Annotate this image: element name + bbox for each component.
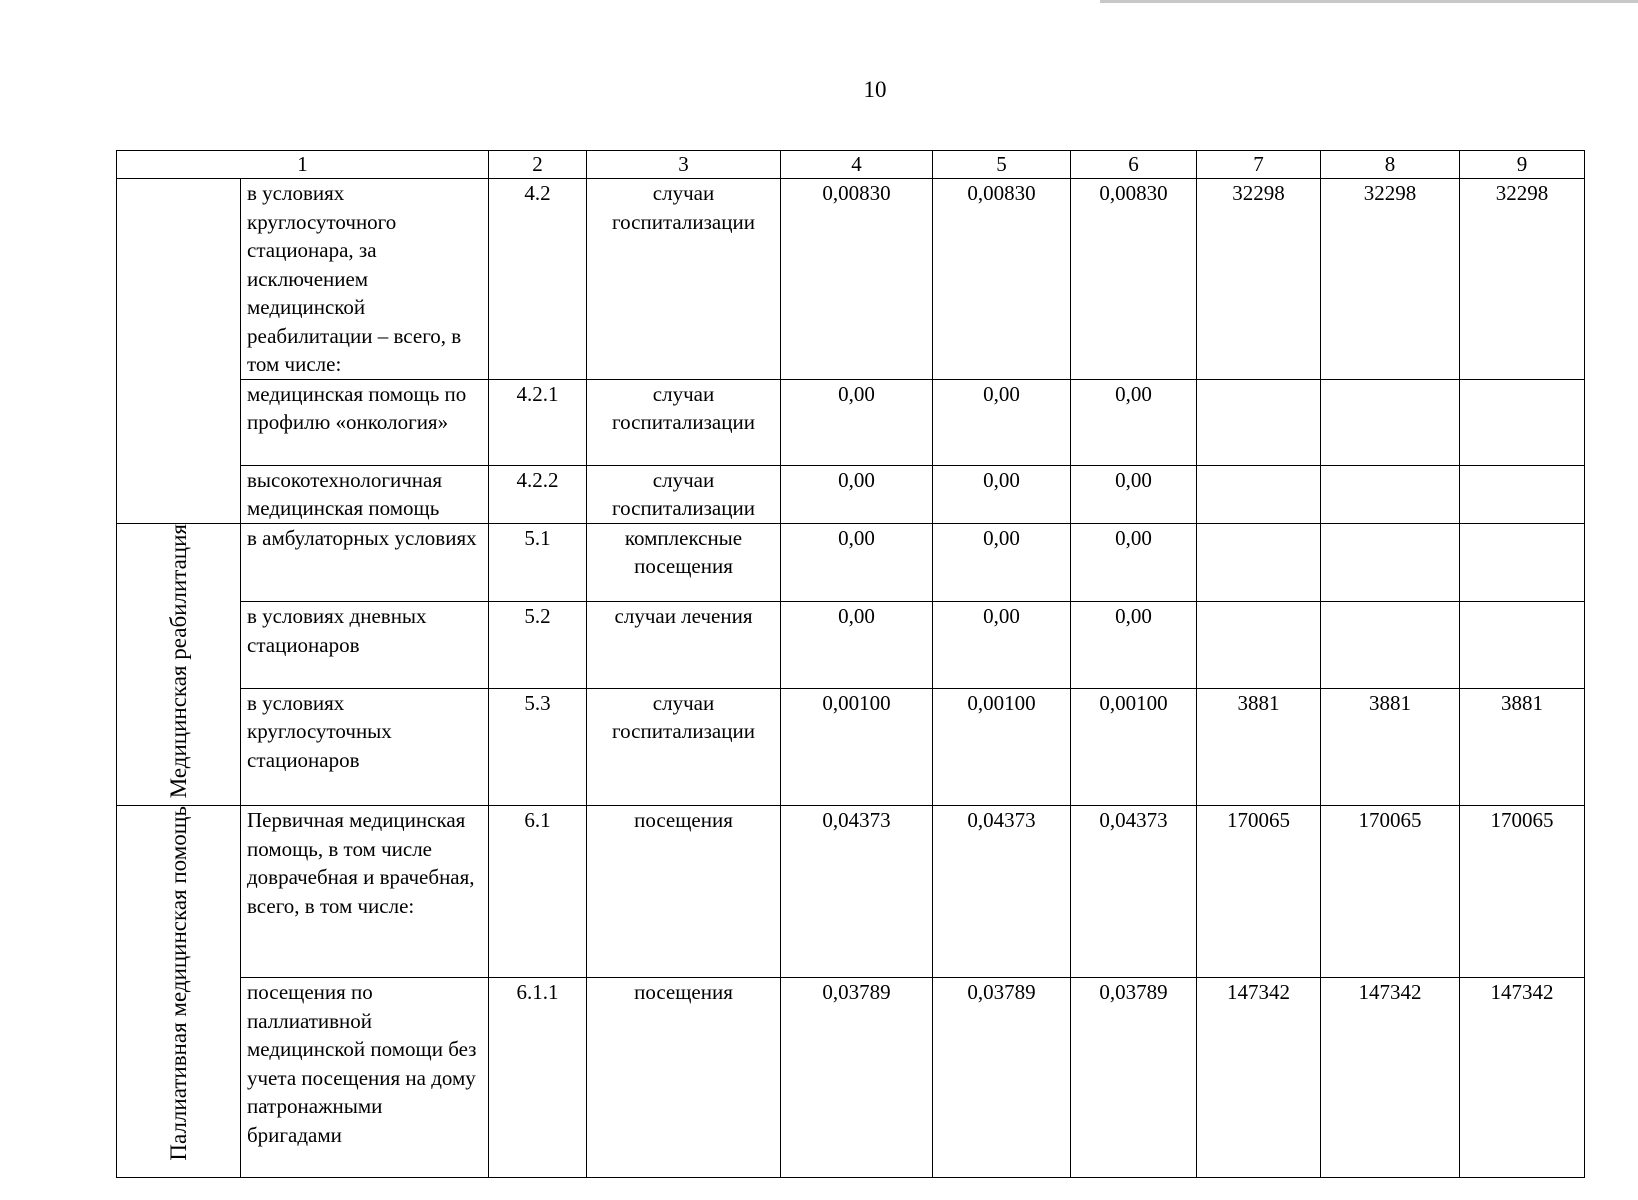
value-col6: 0,00: [1071, 465, 1197, 523]
value-col6: 0,00: [1071, 602, 1197, 689]
row-code: 4.2: [489, 179, 587, 380]
row-unit: случаи госпитализации: [587, 688, 781, 805]
value-col6: 0,00100: [1071, 688, 1197, 805]
row-code: 4.2.2: [489, 465, 587, 523]
value-col8: [1321, 465, 1460, 523]
row-unit: комплексные посещения: [587, 523, 781, 602]
column-number: 6: [1071, 151, 1197, 179]
value-col9: 3881: [1460, 688, 1585, 805]
value-col5: 0,03789: [933, 978, 1071, 1178]
group-cell-empty: [117, 179, 241, 524]
scan-edge-line: [1100, 0, 1638, 3]
value-col8: [1321, 602, 1460, 689]
row-code: 4.2.1: [489, 379, 587, 465]
row-unit: случаи госпитализации: [587, 179, 781, 380]
value-col9: [1460, 602, 1585, 689]
row-name: в амбулаторных условиях: [241, 523, 489, 602]
column-number: 5: [933, 151, 1071, 179]
column-number-row: [117, 151, 1585, 179]
value-col8: 32298: [1321, 179, 1460, 380]
value-col6: 0,04373: [1071, 806, 1197, 978]
row-unit: случаи госпитализации: [587, 465, 781, 523]
table-row: [117, 379, 1585, 465]
value-col9: 147342: [1460, 978, 1585, 1178]
column-number: 2: [489, 151, 587, 179]
column-number: 1: [117, 151, 489, 179]
value-col7: 170065: [1197, 806, 1321, 978]
table-row: [117, 602, 1585, 689]
row-name: высокотехнологичная медицинская помощь: [241, 465, 489, 523]
value-col4: 0,00: [781, 465, 933, 523]
row-name: Первичная медицинская помощь, в том числе доврачебная и врачебная, всего, в том числе:: [241, 806, 489, 978]
value-col7: 3881: [1197, 688, 1321, 805]
value-col8: 170065: [1321, 806, 1460, 978]
value-col4: 0,00100: [781, 688, 933, 805]
row-code: 6.1.1: [489, 978, 587, 1178]
row-unit: случаи лечения: [587, 602, 781, 689]
value-col5: 0,04373: [933, 806, 1071, 978]
value-col5: 0,00: [933, 523, 1071, 602]
value-col4: 0,00830: [781, 179, 933, 380]
value-col7: 147342: [1197, 978, 1321, 1178]
value-col9: [1460, 379, 1585, 465]
value-col9: [1460, 465, 1585, 523]
row-code: 5.3: [489, 688, 587, 805]
value-col8: 3881: [1321, 688, 1460, 805]
table-row: [117, 465, 1585, 523]
value-col7: [1197, 523, 1321, 602]
data-table: [116, 150, 1585, 1178]
row-unit: случаи госпитализации: [587, 379, 781, 465]
value-col8: [1321, 523, 1460, 602]
value-col8: 147342: [1321, 978, 1460, 1178]
value-col6: 0,00: [1071, 523, 1197, 602]
value-col7: 32298: [1197, 179, 1321, 380]
value-col4: 0,00: [781, 523, 933, 602]
group-label-text: Медицинская реабилитация: [165, 523, 191, 798]
value-col6: 0,03789: [1071, 978, 1197, 1178]
column-number: 8: [1321, 151, 1460, 179]
value-col9: 32298: [1460, 179, 1585, 380]
row-name: в условиях круглосуточного стационара, за исключением медицинской реабилитации – всего, в том числе:: [241, 179, 489, 380]
column-number: 9: [1460, 151, 1585, 179]
value-col8: [1321, 379, 1460, 465]
row-unit: посещения: [587, 806, 781, 978]
row-code: 5.2: [489, 602, 587, 689]
column-number: 3: [587, 151, 781, 179]
row-name: посещения по паллиативной медицинской помощи без учета посещения на дому патронажными бригадами: [241, 978, 489, 1178]
value-col4: 0,03789: [781, 978, 933, 1178]
row-code: 5.1: [489, 523, 587, 602]
table-row: [117, 688, 1585, 805]
group-label-rehabilitation: [117, 523, 241, 806]
value-col4: 0,04373: [781, 806, 933, 978]
table-row: [117, 523, 1585, 602]
value-col6: 0,00: [1071, 379, 1197, 465]
row-code: 6.1: [489, 806, 587, 978]
column-number: 4: [781, 151, 933, 179]
table-row: [117, 978, 1585, 1178]
value-col5: 0,00: [933, 379, 1071, 465]
row-name: в условиях дневных стационаров: [241, 602, 489, 689]
value-col9: [1460, 523, 1585, 602]
column-number: 7: [1197, 151, 1321, 179]
value-col7: [1197, 379, 1321, 465]
value-col6: 0,00830: [1071, 179, 1197, 380]
value-col7: [1197, 465, 1321, 523]
value-col5: 0,00: [933, 465, 1071, 523]
table-row: [117, 806, 1585, 978]
row-name: медицинская помощь по профилю «онкология»: [241, 379, 489, 465]
row-name: в условиях круглосуточных стационаров: [241, 688, 489, 805]
value-col5: 0,00: [933, 602, 1071, 689]
table-row: [117, 179, 1585, 380]
group-label-palliative: [117, 806, 241, 1178]
value-col9: 170065: [1460, 806, 1585, 978]
value-col7: [1197, 602, 1321, 689]
row-unit: посещения: [587, 978, 781, 1178]
group-label-text: Паллиативная медицинская помощь: [165, 806, 191, 1161]
value-col5: 0,00830: [933, 179, 1071, 380]
page-number: 10: [863, 77, 887, 102]
value-col4: 0,00: [781, 379, 933, 465]
value-col4: 0,00: [781, 602, 933, 689]
value-col5: 0,00100: [933, 688, 1071, 805]
